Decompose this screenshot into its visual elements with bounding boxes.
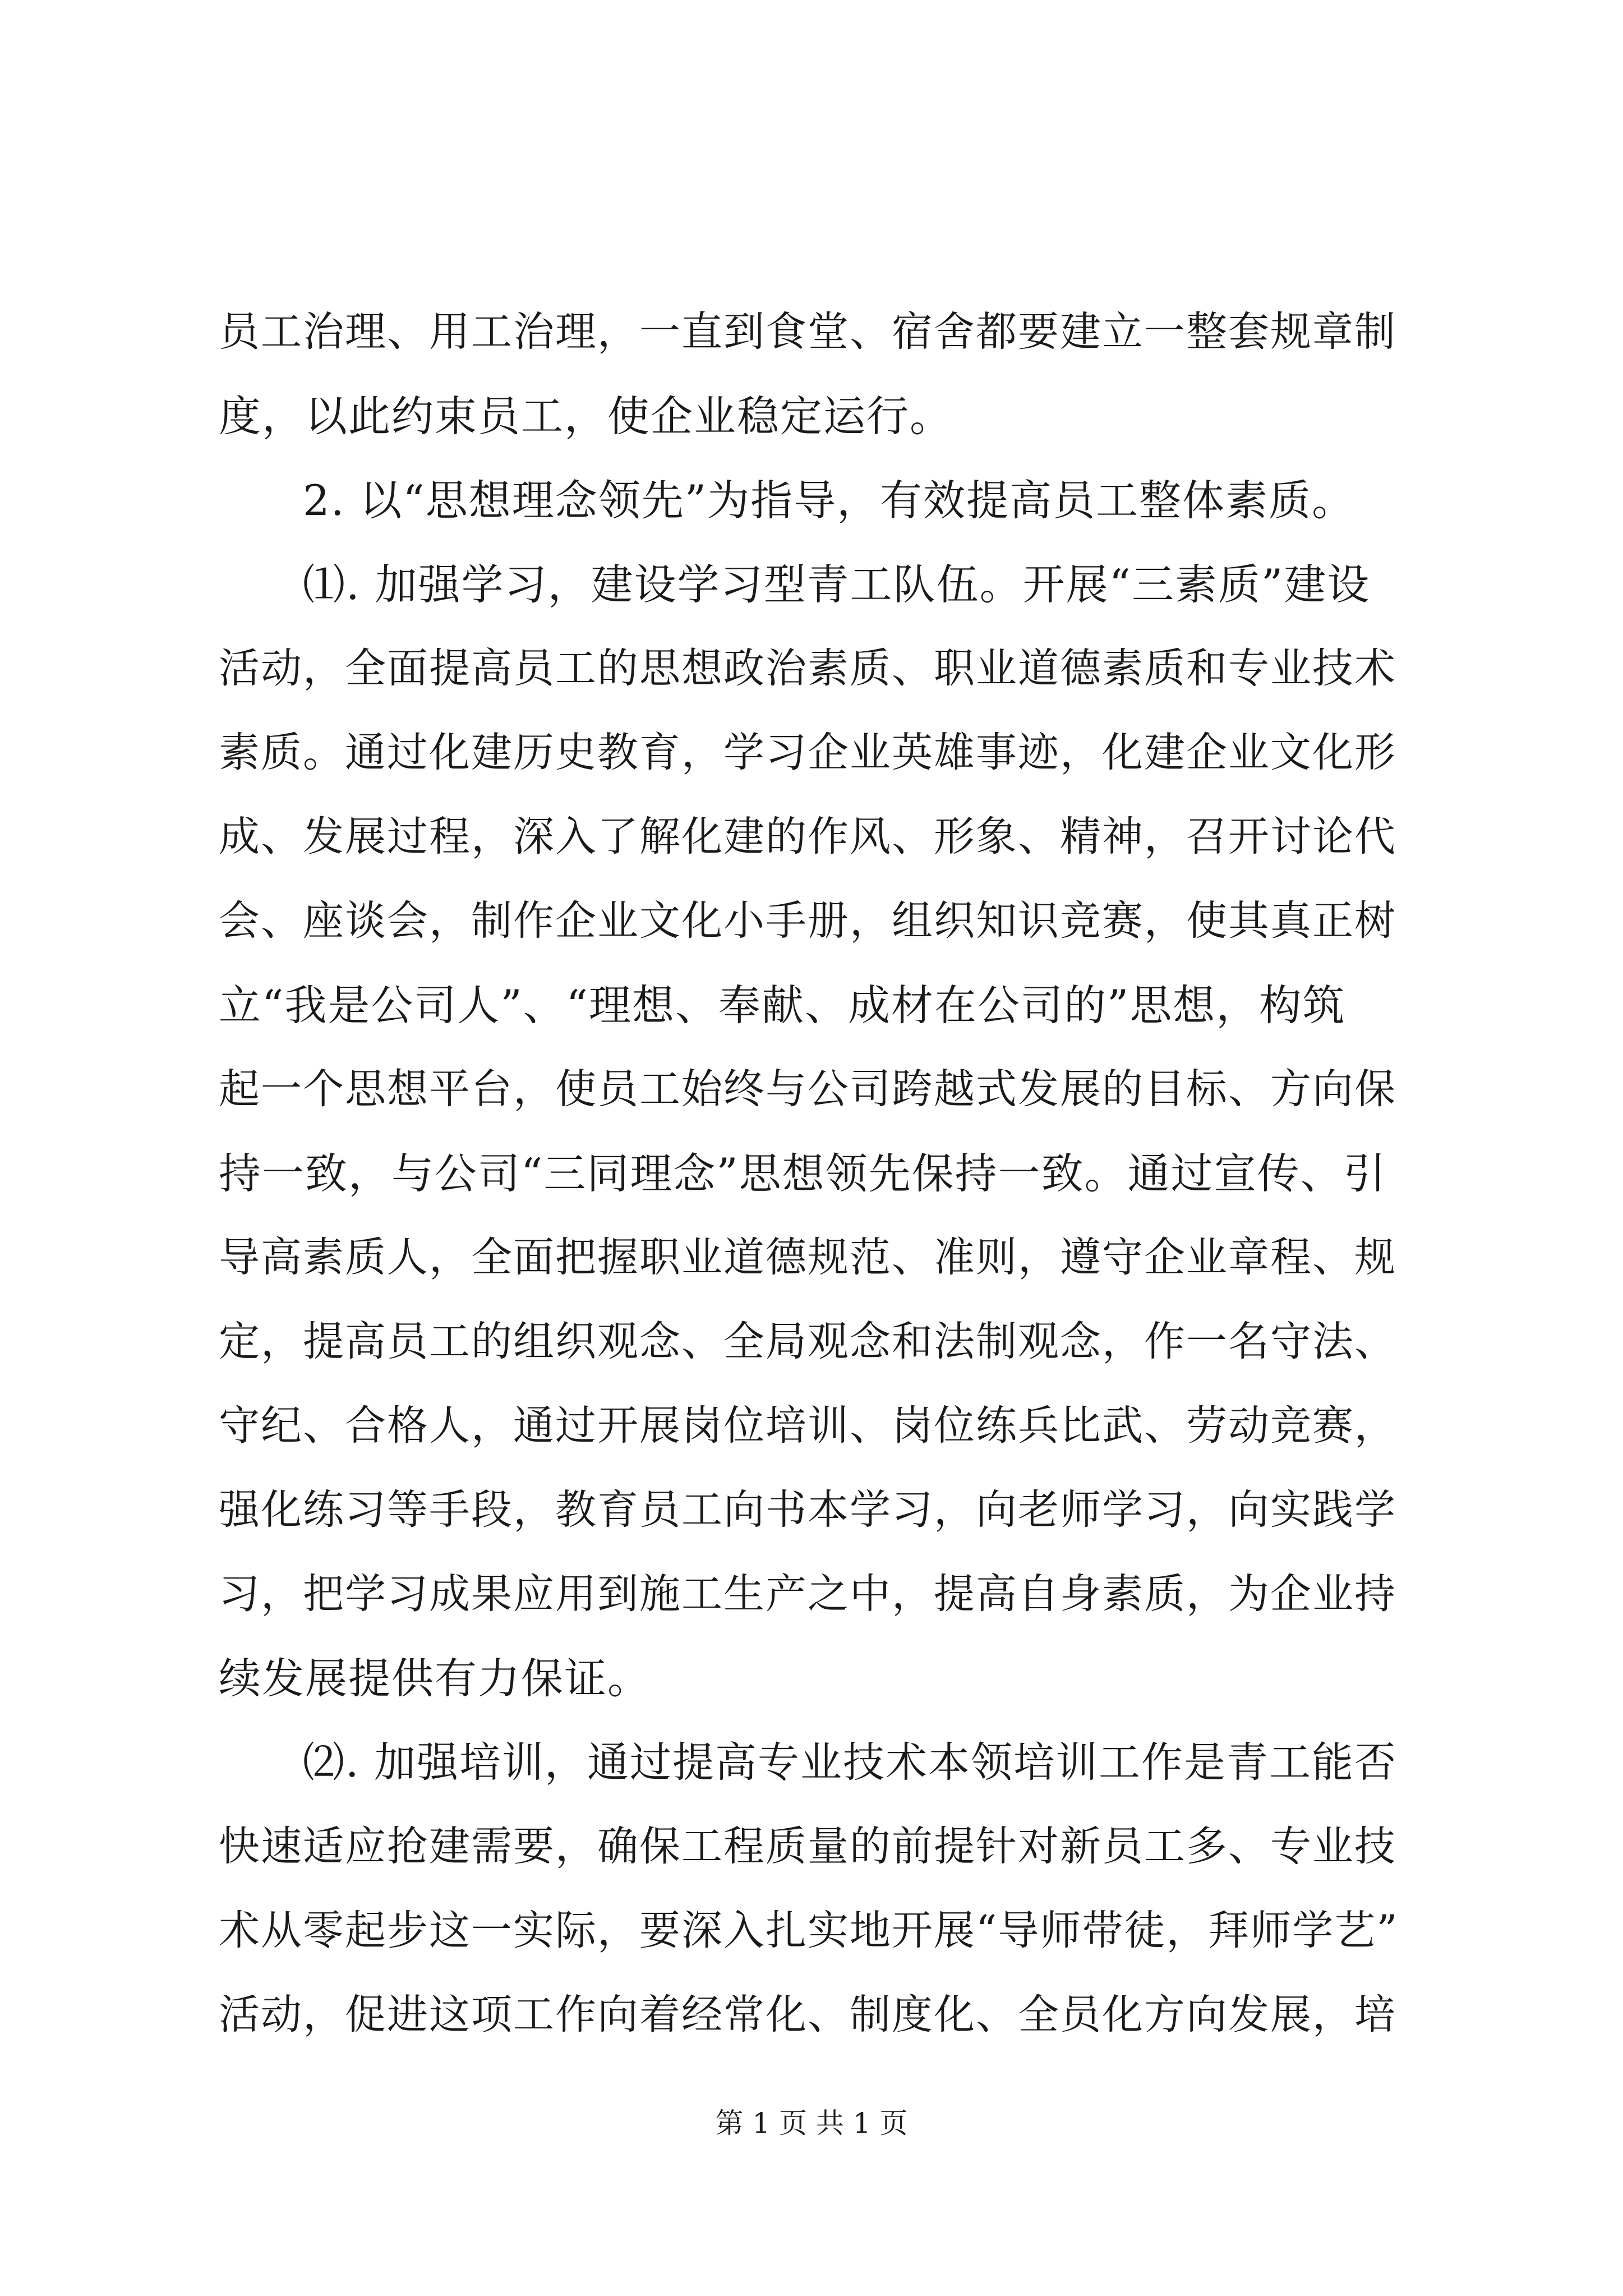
text-line: 素质。通过化建历史教育，学习企业英雄事迹，化建企业文化形	[219, 729, 1396, 776]
text-line: 术从零起步这一实际，要深入扎实地开展“导师带徒，拜师学艺”	[219, 1907, 1399, 1954]
text-line: 员工治理、用工治理，一直到食堂、宿舍都要建立一整套规章制	[219, 308, 1396, 356]
text-line: 强化练习等手段，教育员工向书本学习，向老师学习，向实践学	[219, 1486, 1396, 1534]
text-line: 定，提高员工的组织观念、全局观念和法制观念，作一名守法、	[219, 1318, 1396, 1365]
text-line: 会、座谈会，制作企业文化小手册，组织知识竞赛，使其真正树	[219, 897, 1396, 945]
text-line: 持一致，与公司“三同理念”思想领先保持一致。通过宣传、引	[219, 1149, 1387, 1198]
page-footer: 第 1 页 共 1 页	[715, 2107, 908, 2139]
text-line: 守纪、合格人，通过开展岗位培训、岗位练兵比武、劳动竞赛，	[219, 1402, 1396, 1450]
text-line: 立“我是公司人”、“理想、奉献、成材在公司的”思想，构筑	[219, 981, 1346, 1030]
text-line: 活动，全面提高员工的思想政治素质、职业道德素质和专业技术	[219, 645, 1396, 692]
text-line: 2. 以“思想理念领先”为指导，有效提高员工整体素质。	[303, 476, 1355, 525]
text-line: 起一个思想平台，使员工始终与公司跨越式发展的目标、方向保	[219, 1065, 1396, 1113]
text-line: ⑵. 加强培训，通过提高专业技术本领培训工作是青工能否	[303, 1738, 1398, 1787]
text-line: 习，把学习成果应用到施工生产之中，提高自身素质，为企业持	[219, 1570, 1396, 1618]
text-line: 续发展提供有力保证。	[219, 1654, 651, 1703]
text-line: 度，以此约束员工，使企业稳定运行。	[219, 392, 953, 441]
text-line: 成、发展过程，深入了解化建的作风、形象、精神，召开讨论代	[219, 813, 1396, 861]
text-line: 快速适应抢建需要，确保工程质量的前提针对新员工多、专业技	[219, 1823, 1396, 1870]
text-line: ⑴. 加强学习，建设学习型青工队伍。开展“三素质”建设	[303, 560, 1371, 609]
text-line: 活动，促进这项工作向着经常化、制度化、全员化方向发展，培	[219, 1991, 1396, 2039]
text-line: 导高素质人，全面把握职业道德规范、准则，遵守企业章程、规	[219, 1234, 1396, 1281]
